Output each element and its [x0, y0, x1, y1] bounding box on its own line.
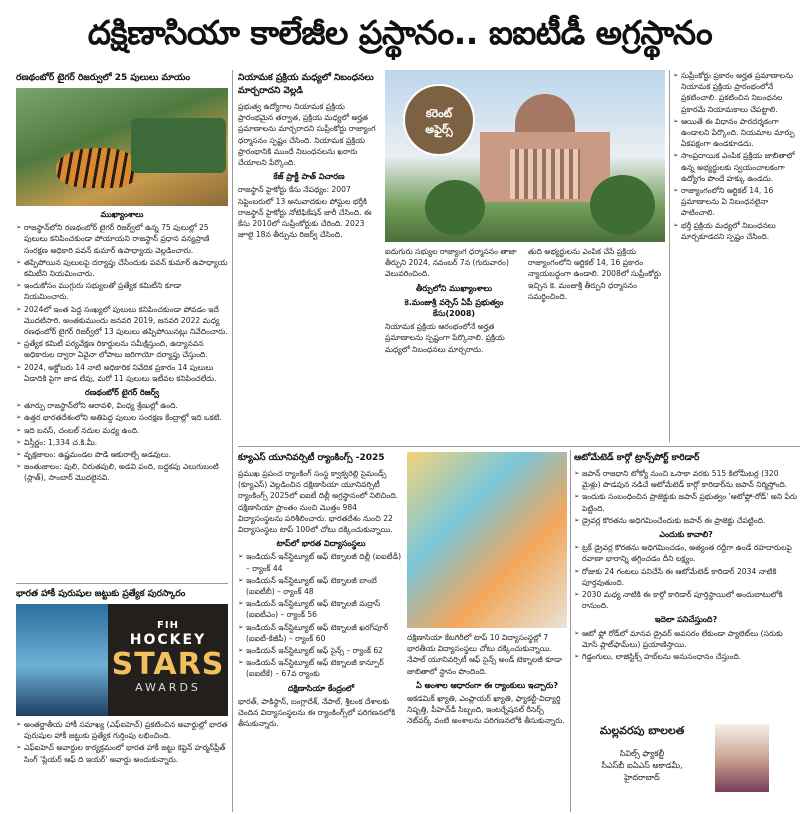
tiger-bullet: ➢ రాజస్థాన్‌లోని రణథంబోర్ టైగర్ రిజర్వ్‌లో ఉన్న 75 పులుల్లో 25 పులులు కనిపించకుండా పోయాయని రాజస్థాన్ ప్రధాన వన్యప్రాణి సంరక్షణ అధికారి పవన్ కుమార్ ఉపాధ్యాయ వెల్లడించారు.	[16, 222, 228, 256]
tiger-bullet: ➢ ఇందుకోసం ముగ్గురు సభ్యులతో ప్రత్యేక కమిటీని కూడా నియమించారు.	[16, 280, 228, 302]
ranking-item: ➢ ఇండియన్ ఇన్‌స్టిట్యూట్ ఆఫ్ టెక్నాలజీ దిల్లీ (ఐఐటీడీ) – ర్యాంక్ 44	[238, 551, 404, 573]
tiger-figure	[56, 148, 136, 188]
reserve-bullet: ➢ ఉత్తర భారతదేశంలోని అతిపెద్ద పులుల సంరక్షణ కేంద్రాల్లో ఇది ఒకటి.	[16, 412, 228, 423]
safari-jeep	[131, 118, 226, 173]
tree	[590, 175, 655, 235]
cargo-why-bullet: ➢ 2030 మధ్య నాటికి ఈ కార్గో కారిడార్ పూర్తిస్థాయిలో అందుబాటులోకి రానుంది.	[574, 589, 798, 611]
cargo-title: ఆటోమేటెడ్ కార్గో ట్రాన్స్‌పోర్ట్ కారిడార్	[574, 453, 700, 463]
page-headline: దక్షిణాసియా కాలేజీల ప్రస్థానం.. ఐఐటీడీ అగ్రస్థానం	[87, 13, 713, 52]
right-column	[673, 70, 797, 442]
ranking-item: ➢ ఇండియన్ ఇన్‌స్టిట్యూట్ ఆఫ్ టెక్నాలజీ బాంబే (ఐఐటీబీ) – ర్యాంక్ 48	[238, 575, 404, 597]
south-asia-title: దక్షిణాసియా కేంద్రంలో	[287, 683, 355, 693]
verdict-detail: నియామక ప్రక్రియ ఆరంభంలోనే అర్హత ప్రమాణాలను స్పష్టంగా పేర్కొనాలి. ప్రక్రియ మధ్యలో నిబంధనలు మార్చరాదు.	[385, 322, 505, 354]
column-divider	[669, 70, 670, 442]
supreme-court-photo	[385, 70, 665, 242]
regulation-case-paragraph: రాజస్థాన్ హైకోర్టు కేసు నేపథ్యం: 2007 సెప్టెంబరులో 13 అనువాదకుల పోస్టుల భర్తీకి రాజస్థాన్ హైకోర్టు నోటిఫికేషన్ జారీ చేసింది. ఈ కేసు 2010లో సుప్రీంకోర్టుకు చేరింది. 2023 జూలై 18న తీర్పును రిజర్వ్ చేసింది.	[238, 185, 372, 240]
award-hockey-text: HOCKEY	[129, 632, 207, 649]
section-divider	[16, 583, 228, 584]
right-bullet: ➢ సాంప్రదాయిక ఎంపిక ప్రక్రియ జాబితాలో ఉన్న అభ్యర్థులకు స్వయంచాలకంగా ఉద్యోగం పొందే హక్కు ఉండదు.	[673, 150, 797, 184]
award-fih-text: FIH	[157, 620, 179, 631]
hockey-stars-award-logo	[108, 604, 228, 716]
cargo-how-bullet: ➢ ఆటో ఫ్లో రోడ్‌లో మానవ డ్రైవర్ అవసరం లేకుండా ప్యాలెట్‌లు (సరుకు మోసే ప్లాట్‌ఫామ్‌లు) ప్రయాణిస్తాయి.	[574, 628, 798, 650]
column-divider	[570, 450, 571, 812]
rankings-list-title: టాప్‌లో భారత విద్యాసంస్థలు	[276, 539, 366, 549]
author-name: మల్లవరపు బాలలత	[599, 724, 685, 737]
rankings-right-paragraph: దక్షిణాసియా కేటగిరీలో టాప్ 10 విద్యాసంస్థల్లో 7 భారతీయ విద్యాసంస్థలు చోటు దక్కించుకున్నాయి. నేపాల్ యూనివర్సిటీ ఆఫ్ సైన్స్ అండ్ టెక్నాలజీ కూడా జాబితాలో స్థానం పొందింది.	[407, 633, 562, 676]
reserve-bullet: ➢ విస్తీర్ణం: 1,334 చ.కి.మీ.	[16, 437, 228, 448]
author-photo	[715, 724, 769, 792]
rankings-section	[238, 450, 404, 812]
reserve-bullet: ➢ తూర్పు రాజస్థాన్‌లోని ఆరావళి, వింధ్య శ్రేణుల్లో ఉంది.	[16, 400, 228, 411]
hockey-section	[16, 586, 228, 812]
author-role: సివిల్స్ ఫ్యాకల్టీ సీఎస్‌బీ ఐఏఎస్ అకాడమీ, హైదరాబాద్	[601, 749, 683, 782]
tiger-section	[16, 70, 228, 580]
tiger-bullet: ➢ తప్పిపోయిన పులులపై దర్యాప్తు చేసేందుకు పవన్ కుమార్ ఉపాధ్యాయ కమిటీని నియమించారు.	[16, 257, 228, 279]
ranking-item: ➢ ఇండియన్ ఇన్‌స్టిట్యూట్ ఆఫ్ టెక్నాలజీ ఖరగ్‌పూర్ (ఐఐటీ-కేజీపీ) – ర్యాంక్ 60	[238, 622, 404, 644]
section-divider	[238, 446, 800, 447]
tree	[425, 180, 485, 235]
award-awards-text: AWARDS	[135, 681, 201, 695]
rankings-illustration	[407, 452, 567, 628]
regulation-title: నియామక ప్రక్రియ మధ్యలో నిబంధనలు మార్చరాదని వెల్లడి	[238, 73, 374, 96]
right-bullet: ➢ ఆయితే ఈ విధానం పారదర్శకంగా ఉండాలని పేర్కొంది. నియమాల మార్పు ఏకపక్షంగా ఉండకూడదు.	[673, 116, 797, 150]
verdict-right-text: తుది అభ్యర్థులను ఎంపిక చేసే ప్రక్రియ రాజ్యాంగంలోని ఆర్టికల్ 14, 16 ప్రకారం న్యాయబద్ధంగా ఉండాలి. 2008లో సుప్రీంకోర్టు ఇచ్చిన కె. మంజుశ్రీ తీర్పుని ధర్మాసనం సమర్థించింది.	[528, 247, 661, 301]
rankings-paragraph: ప్రముఖ ప్రపంచ ర్యాంకింగ్ సంస్థ క్వాక్వరెల్లి సైమండ్స్ (క్యూఎస్) వెల్లడించిన దక్షిణాసియా యూనివర్సిటీ ర్యాంకింగ్స్ 2025లో ఐఐటీ దిల్లీ అగ్రస్థానంలో నిలిచింది. దక్షిణాసియా ప్రాంతం నుంచి మొత్తం 984 విద్యాసంస్థలను పరిశీలించారు. భారతదేశం నుంచి 22 విద్యాసంస్థలు టాప్ 100లో చోటు దక్కించుకున్నాయి.	[238, 469, 398, 535]
tiger-highlights-title: ముఖ్యాంశాలు	[100, 210, 144, 219]
ranking-item: ➢ ఇండియన్ ఇన్‌స్టిట్యూట్ ఆఫ్ టెక్నాలజీ మద్రాస్ (ఐఐటీఎం) – ర్యాంక్ 56	[238, 598, 404, 620]
rankings-right	[407, 632, 567, 812]
cargo-how-bullet: ➢ గిడ్డంగులు, లాజిస్టిక్స్ హబ్‌లను అనుసంధానం చేస్తుంది.	[574, 651, 798, 662]
tiger-bullet: ➢ ప్రత్యేక కమిటీ పర్యవేక్షణ రికార్డులను సమీక్షిస్తుంది, ఉద్యానవన అధికారుల ద్వారా ఏవైనా లోపాలు జరిగాయో దర్యాప్తు చేస్తుంది.	[16, 338, 228, 360]
column-divider	[232, 70, 233, 812]
award-stars-text: STARS	[111, 647, 225, 683]
verdict-left	[385, 246, 523, 442]
basis-title: ఏ అంశాల ఆధారంగా ఈ ర్యాంకులు ఇచ్చారు?	[416, 680, 558, 690]
verdict-right	[528, 246, 666, 442]
author-box	[572, 722, 800, 814]
cargo-why-title: ఎందుకు కావాలి?	[659, 530, 713, 540]
reserve-title: రణథంబోర్ టైగర్ రిజర్వ్	[84, 388, 160, 398]
ranking-item: ➢ ఇండియన్ ఇన్‌స్టిట్యూట్ ఆఫ్ టెక్నాలజీ కాన్పూర్ (ఐఐటీకే) – 67వ ర్యాంకు	[238, 657, 404, 679]
current-affairs-badge: కరెంట్ అఫైర్స్	[403, 84, 475, 156]
cargo-why-bullet: ➢ రోజుకు 24 గంటలు పనిచేసే ఈ ఆటోమేటెడ్ కారిడార్ 2034 నాటికి పూర్తవుతుంది.	[574, 566, 798, 588]
cargo-why-bullet: ➢ ట్రక్ డ్రైవర్ల కొరతను అధిగమించడం, అత్యంత రద్దీగా ఉండే రహదారులపై రవాణా భారాన్ని తగ్గించడం దీని లక్ష్యం.	[574, 542, 798, 564]
hockey-bullet: ➢ ఎఫ్ఐహెచ్ అవార్డుల కార్యక్రమంలో భారత హాకీ జట్టు కెప్టెన్ హర్మన్‌ప్రీత్ సింగ్ 'ప్లేయర్ ఆఫ్ ది ఇయర్' అవార్డు అందుకున్నారు.	[16, 742, 228, 764]
verdict-intro: ఐదుగురు సభ్యుల రాజ్యాంగ ధర్మాసనం తాజా తీర్పుని 2024, నవంబర్ 7న (గురువారం) వెలువరించింది.	[385, 247, 517, 279]
tiger-reserve-photo	[16, 88, 228, 206]
tiger-title: రణథంబోర్ టైగర్ రిజర్వులో 25 పులులు మాయం	[16, 73, 191, 83]
case-name: కె.మంజుశ్రీ వర్సెస్ ఏపీ ప్రభుత్వం కేసు(2008)	[404, 297, 504, 319]
cargo-how-title: ఇదెలా పనిచేస్తుంది?	[654, 615, 718, 625]
rankings-title: క్యూఎస్ యూనివర్సిటీ ర్యాంకింగ్స్ -2025	[238, 453, 385, 463]
cargo-bullet: ➢ జపాన్ రాజధాని టోక్యో నుంచి ఒసాకా వరకు 515 కిలోమీటర్ల (320 మైళ్లు) పొడవున నడిచే ఆటోమేటెడ్ కార్గో కారిడార్‌ను జపాన్ నిర్మిస్తోంది.	[574, 468, 798, 490]
reserve-bullet: ➢ జంతుజాలం: పులి, చిరుతపులి, అడవి పంది, బద్దకపు ఎలుగుబంటి (స్లాత్), సాంబార్ మొదలైనవి.	[16, 461, 228, 483]
south-asia-paragraph: భారత్, పాకిస్థాన్, బంగ్లాదేశ్, నేపాల్, శ్రీలంక దేశాలకు చెందిన విద్యాసంస్థలను ఈ ర్యాంకింగ్స్‌లో పరిగణనలోకి తీసుకున్నారు.	[238, 696, 396, 729]
tiger-bullet: ➢ 2024లో ఇంత పెద్ద సంఖ్యలో పులులు కనిపించకుండా పోవడం ఇదే మొదటిసారి. అంతకుముందు జనవరి 2019, జనవరి 2022 మధ్య రణథంబోర్ టైగర్ రిజర్వ్‌లో 13 పులులు తప్పిపోయినట్లు నివేదించారు.	[16, 304, 228, 338]
cargo-bullet: ➢ ఇందుకు సంబంధించిన ప్రాజెక్టుకు జపాన్ ప్రభుత్వం 'ఆటోఫ్లో-రోడ్' అని పేరు పెట్టింది.	[574, 491, 798, 513]
right-bullet: ➢ సుప్రీంకోర్టు ప్రకారం అర్హత ప్రమాణాలను నియామక ప్రక్రియ ప్రారంభంలోనే ప్రకటించాలి. ప్రకటించిన నిబంధనల ప్రకారమే నియామకాలు చేపట్టాలి.	[673, 70, 797, 115]
regulation-section	[238, 70, 380, 438]
hockey-title: భారత హాకీ పురుషుల జట్టుకు ప్రత్యేక పురస్కారం	[16, 589, 186, 599]
regulation-paragraph: ప్రభుత్వ ఉద్యోగాల నియామక ప్రక్రియ ప్రారంభమైన తర్వాత, ప్రక్రియ మధ్యలో అర్హత ప్రమాణాలను మార్చరాదని సుప్రీంకోర్టు రాజ్యాంగ ధర్మాసనం స్పష్టం చేసింది. నియామక ప్రక్రియ ప్రారంభానికి ముందే నిబంధనలను ఖరారు చేయాలని పేర్కొంది.	[238, 102, 376, 168]
ranking-item: ➢ ఇండియన్ ఇన్‌స్టిట్యూట్ ఆఫ్ సైన్స్ – ర్యాంక్ 62	[238, 645, 404, 656]
right-bullet: ➢ రాజ్యాంగంలోని ఆర్టికల్ 14, 16 ప్రమాణాలను ఏ నిబంధనలైనా పాటించాలి.	[673, 185, 797, 219]
reserve-bullet: ➢ వృక్షజాలం: ఉష్ణమండల పొడి ఆకురాల్చే అడవులు.	[16, 449, 228, 460]
key-points-title: తీర్పులోని ముఖ్యాంశాలు	[416, 283, 492, 293]
hockey-bullet: ➢ అంతర్జాతీయ హాకీ సమాఖ్య (ఎఫ్ఐహెచ్) ప్రకటించిన అవార్డుల్లో భారత పురుషుల హాకీ జట్టుకు ప్రత్యేక గుర్తింపు లభించింది.	[16, 719, 228, 741]
right-bullet: ➢ భర్తీ ప్రక్రియ మధ్యలో నిబంధనలు మార్చకూడదని స్పష్టం చేసింది.	[673, 220, 797, 242]
reserve-bullet: ➢ ఇది బనస్, చంబల్ నదుల మధ్య ఉంది.	[16, 425, 228, 436]
regulation-case-title: కేజ్ ప్రాక్టీ పాత్ విచారణ	[273, 172, 345, 182]
basis-paragraph: అకడమిక్ ఖ్యాతి, ఎంప్లాయర్ ఖ్యాతి, ఫ్యాకల్టీ-విద్యార్థి నిష్పత్తి, పీహెచ్‌డీ సిబ్బంది, ఇంటర్నేషనల్ రీసెర్చ్ నెట్‌వర్క్ వంటి అంశాలను పరిగణనలోకి తీసుకున్నారు.	[407, 694, 565, 726]
cargo-section	[574, 450, 798, 718]
tiger-bullet: ➢ 2024, అక్టోబరు 14 నాటి అధికారిక నివేదిక ప్రకారం 14 పులులు ఏడాదికి పైగా జాడ లేవు, మరో 11 పులులు ఇటీవల కనిపించలేదు.	[16, 362, 228, 384]
hockey-player-photo	[16, 604, 108, 716]
cargo-bullet: ➢ డ్రైవర్ల కొరతను అధిగమించేందుకు జపాన్ ఈ ప్రాజెక్టు చేపట్టింది.	[574, 515, 798, 526]
